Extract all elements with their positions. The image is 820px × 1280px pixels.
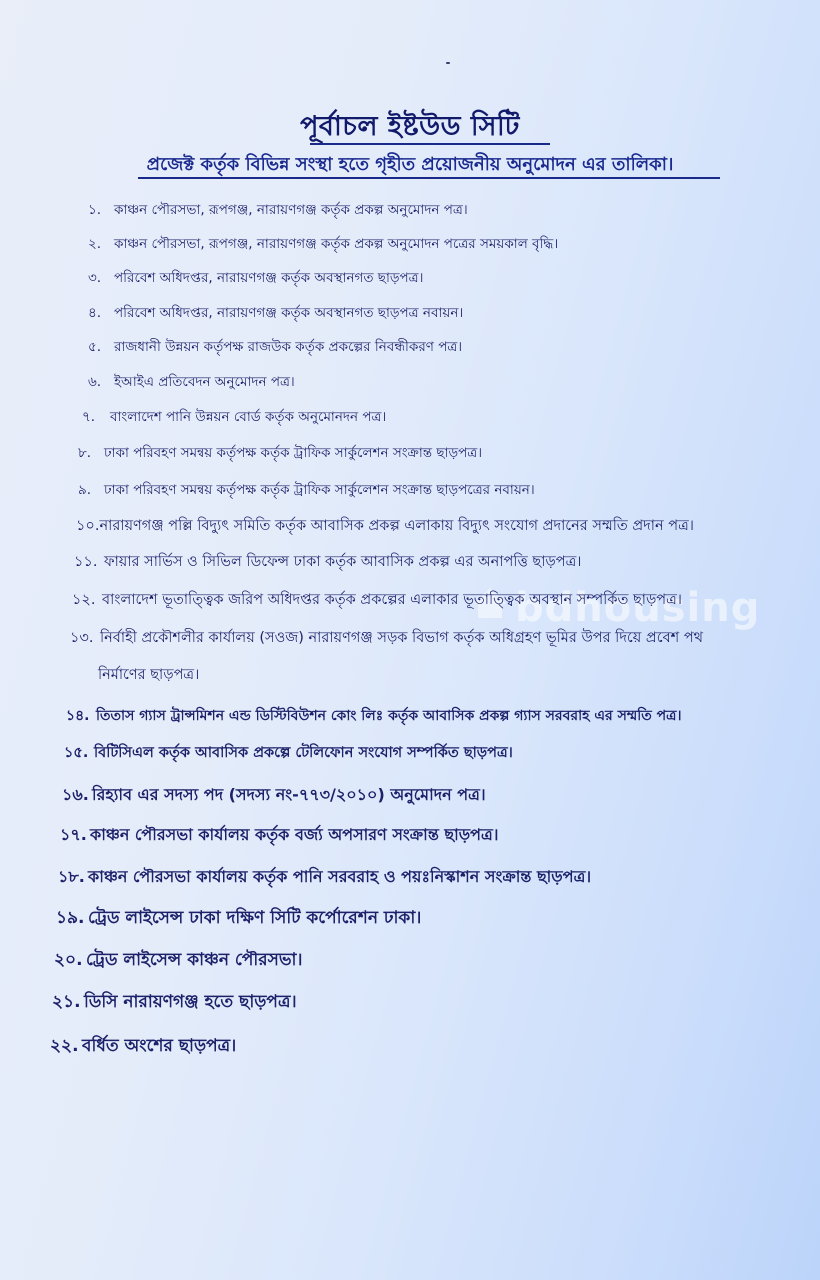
item-text: ট্রেড লাইসেন্স ঢাকা দক্ষিণ সিটি কর্পোরেশন ঢাকা। [88, 908, 422, 928]
item-number: ১১. [74, 554, 98, 570]
item-text: কাঞ্চন পৌরসভা কার্যালয় কর্তৃক পানি সরবরাহ ও পয়ঃনিস্কাশন সংক্রান্ত ছাড়পত্র। [88, 867, 592, 886]
list-item [88, 371, 295, 394]
item-text: রিহ্যাব এর সদস্য পদ (সদস্য নং-৭৭৩/২০১০) অনুমোদন পত্র। [92, 785, 486, 804]
list-item [82, 406, 386, 429]
item-number: ১. [88, 202, 102, 218]
list-item [88, 233, 558, 256]
item-number: ২. [88, 236, 102, 252]
list-item [88, 302, 463, 325]
item-text: ইআইএ প্রতিবেদন অনুমোদন পত্র। [114, 374, 295, 390]
item-number: ২১. [52, 992, 81, 1012]
item-text: বাংলাদেশ ভূতাত্ত্বিক জরিপ অধিদপ্তর কর্তৃক প্রকল্পের এলাকার ভূতাত্ত্বিক অবস্থান সম্পর্কিত ছাড়পত্র। [102, 592, 682, 608]
list-item [56, 905, 421, 933]
item-text: কাঞ্চন পৌরসভা, রূপগঞ্জ, নারায়ণগঞ্জ কর্তৃক প্রকল্প অনুমোদন পত্র। [114, 202, 468, 218]
item-text: বর্ধিত অংশের ছাড়পত্র। [82, 1036, 237, 1056]
item-text: নারায়ণগঞ্জ পল্লি বিদ্যুৎ সমিতি কর্তৃক আবাসিক প্রকল্প এলাকায় বিদ্যুৎ সংযোগ প্রদানের সম্মতি প্রদান পত্র। [99, 518, 694, 534]
list-item [64, 742, 513, 766]
document-subtitle-text: প্রজেক্ট কর্তৃক বিভিন্ন সংস্থা হতে গৃহীত প্রয়োজনীয় অনুমোদন এর তালিকা। [146, 154, 674, 175]
list-item [88, 199, 468, 222]
item-number: ১৭. [60, 825, 87, 844]
list-item [88, 267, 423, 290]
item-number: ২২. [50, 1036, 79, 1056]
item-number: ১০. [76, 518, 100, 534]
document-title-text: পূর্বাচল ইষ্টউড সিটি [300, 111, 520, 142]
item-number: ৩. [88, 270, 102, 286]
item-number: ৯. [78, 482, 92, 498]
item-text: ট্রেড লাইসেন্স কাঞ্চন পৌরসভা। [86, 950, 303, 970]
list-item [78, 479, 535, 502]
list-item [76, 515, 694, 539]
list-item [88, 336, 462, 359]
list-item [72, 589, 682, 613]
list-item [66, 704, 681, 728]
item-number: ১৪. [66, 708, 90, 724]
item-number: ১৯. [56, 908, 85, 928]
item-number: ৭. [82, 409, 96, 425]
item-text: ডিসি নারায়ণগঞ্জ হতে ছাড়পত্র। [84, 992, 297, 1012]
item-number: ১৬. [62, 785, 89, 804]
item-text: ঢাকা পরিবহণ সমন্বয় কর্তৃপক্ষ কর্তৃক ট্রাফিক সার্কুলেশন সংক্রান্ত ছাড়পত্রের নবায়ন। [104, 482, 535, 498]
item-number: ১৮. [58, 867, 85, 886]
item-number: ৪. [88, 305, 102, 321]
item-number: ১৫. [64, 745, 89, 761]
item-number: ১২. [72, 592, 96, 608]
item-number: ৫. [88, 339, 102, 355]
list-item [78, 442, 482, 465]
list-item [70, 627, 703, 651]
list-item [62, 782, 486, 809]
list-item [50, 1033, 236, 1061]
list-item [60, 822, 499, 849]
item-text: ফায়ার সার্ভিস ও সিভিল ডিফেন্স ঢাকা কর্তৃক আবাসিক প্রকল্প এর অনাপত্তি ছাড়পত্র। [104, 554, 582, 570]
item-text: নির্বাহী প্রকৌশলীর কার্যালয় (সওজ) নারায়ণগঞ্জ সড়ক বিভাগ কর্তৃক অধিগ্রহণ ভূমির উপর দিয়ে প্রবেশ পথ [100, 630, 704, 646]
item-text: কাঞ্চন পৌরসভা কার্যালয় কর্তৃক বর্জ্য অপসারণ সংক্রান্ত ছাড়পত্র। [90, 825, 499, 844]
paper-speck [446, 62, 450, 64]
item-text: পরিবেশ অধিদপ্তর, নারায়ণগঞ্জ কর্তৃক অবস্থানগত ছাড়পত্র নবায়ন। [114, 305, 464, 321]
item-text: বাংলাদেশ পানি উন্নয়ন বোর্ড কর্তৃক অনুমোনদন পত্র। [110, 409, 387, 425]
list-item [52, 989, 297, 1017]
list-item-continuation [98, 664, 199, 688]
item-text: নির্মাণের ছাড়পত্র। [98, 667, 200, 683]
item-text: বিটিসিএল কর্তৃক আবাসিক প্রকল্পে টেলিফোন সংযোগ সম্পর্কিত ছাড়পত্র। [94, 745, 513, 761]
list-item [74, 551, 581, 575]
list-item [58, 864, 591, 891]
item-text: ঢাকা পরিবহণ সমন্বয় কর্তৃপক্ষ কর্তৃক ট্রাফিক সার্কুলেশন সংক্রান্ত ছাড়পত্র। [104, 445, 483, 461]
subtitle-underline [138, 177, 720, 179]
item-text: পরিবেশ অধিদপ্তর, নারায়ণগঞ্জ কর্তৃক অবস্থানগত ছাড়পত্র। [114, 270, 424, 286]
item-number: ৬. [88, 374, 102, 390]
item-number: ৮. [78, 445, 92, 461]
item-text: রাজধানী উন্নয়ন কর্তৃপক্ষ রাজউক কর্তৃক প্রকল্পের নিবন্ধীকরণ পত্র। [114, 339, 463, 355]
item-text: তিতাস গ্যাস ট্রান্সমিশন এন্ড ডিস্টিবিউশন কোং লিঃ কর্তৃক আবাসিক প্রকল্প গ্যাস সরবরাহ এর সম্মতি পত্র। [96, 708, 682, 724]
list-item [54, 947, 303, 975]
item-text: কাঞ্চন পৌরসভা, রূপগঞ্জ, নারায়ণগঞ্জ কর্তৃক প্রকল্প অনুমোদন পত্রের সময়কাল বৃদ্ধি। [114, 236, 559, 252]
title-underline [310, 143, 550, 145]
item-number: ১৩. [70, 630, 94, 646]
watermark: bdhousing [515, 585, 761, 631]
item-number: ২০. [54, 950, 83, 970]
